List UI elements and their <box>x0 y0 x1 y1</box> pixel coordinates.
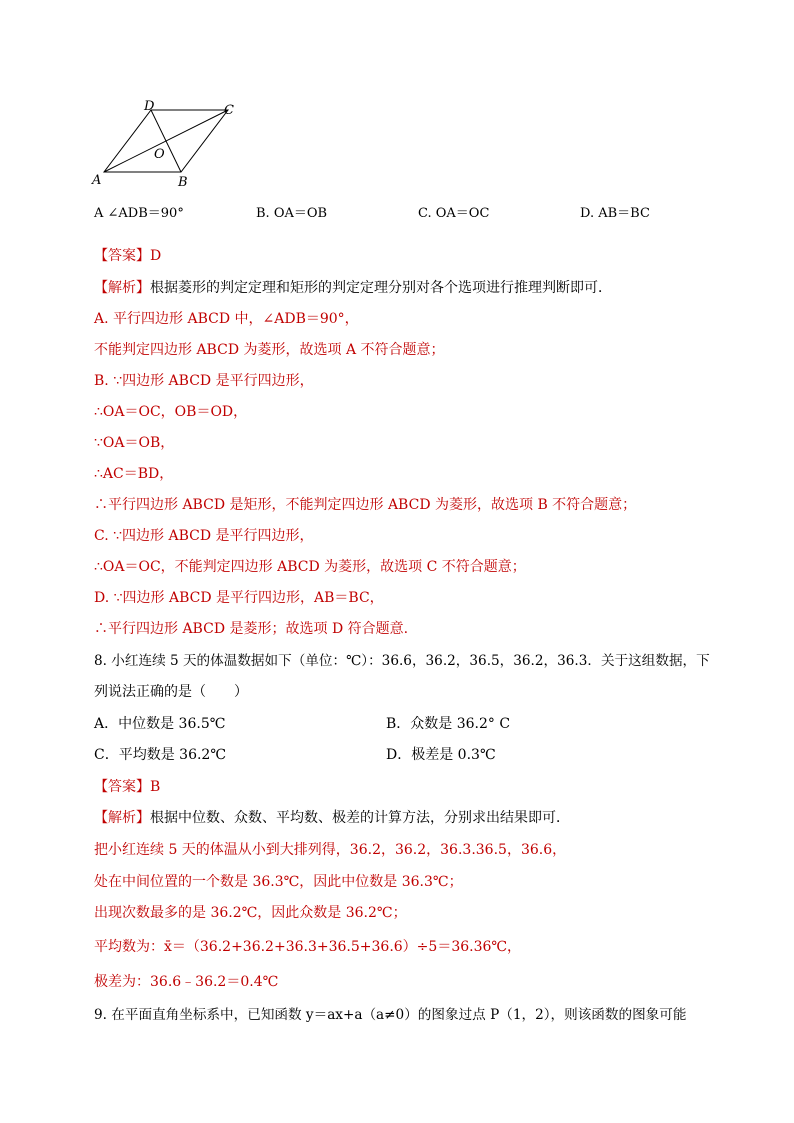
label-c: C <box>224 103 234 118</box>
q7-step: ∴OA＝OC，OB＝OD， <box>94 404 248 420</box>
q7-step: C. ∵四边形 ABCD 是平行四边形， <box>94 528 314 544</box>
q8-step: 出现次数最多的是 36.2℃，因此众数是 36.2℃； <box>94 905 407 921</box>
label-o: O <box>154 147 165 162</box>
q7-option-a: A ∠ADB＝90° <box>94 206 184 221</box>
q7-step: ∴平行四边形 ABCD 是矩形，不能判定四边形 ABCD 为菱形，故选项 B 不符合题意； <box>94 497 637 513</box>
q7-step: 不能判定四边形 ABCD 为菱形，故选项 A 不符合题意； <box>94 342 445 358</box>
analysis-intro: 根据中位数、众数、平均数、极差的计算方法，分别求出结果即可． <box>150 810 570 826</box>
q7-step: ∴AC＝BD， <box>94 466 174 482</box>
q8-step: 把小红连续 5 天的体温从小到大排列得，36.2，36.2，36.3.36.5，36.6， <box>94 842 567 858</box>
q8-step: 平均数为：x̄＝（36.2+36.2+36.3+36.5+36.6）÷5＝36.36℃， <box>94 939 522 955</box>
q8-option-b: B．众数是 36.2° C <box>386 716 511 732</box>
q7-answer <box>94 246 161 266</box>
label-a: A <box>92 173 102 188</box>
q7-option-d: D. AB＝BC <box>580 206 650 221</box>
q7-option-c: C. OA＝OC <box>418 206 490 221</box>
q9-stem-line1: 9. 在平面直角坐标系中，已知函数 y＝ax+a（a≠0）的图象过点 P（1，2），则该函数的图象可能 <box>94 1007 687 1023</box>
q8-step: 极差为：36.6﹣36.2＝0.4℃ <box>94 974 279 990</box>
q7-step: B. ∵四边形 ABCD 是平行四边形， <box>94 373 314 389</box>
q7-step: D. ∵四边形 ABCD 是平行四边形，AB＝BC， <box>94 590 384 606</box>
answer-tag: 【答案】 <box>94 248 150 264</box>
analysis-tag: 【解析】 <box>94 280 150 296</box>
q7-option-b: B. OA＝OB <box>256 206 328 221</box>
q8-option-d: D．极差是 0.3℃ <box>386 747 496 763</box>
q7-step: ∴OA＝OC，不能判定四边形 ABCD 为菱形，故选项 C 不符合题意； <box>94 559 526 575</box>
q8-option-a: A．中位数是 36.5℃ <box>94 716 226 732</box>
q7-step: ∵OA＝OB， <box>94 435 175 451</box>
q7-analysis <box>94 278 612 298</box>
q7-step: ∴平行四边形 ABCD 是菱形；故选项 D 符合题意. <box>94 621 409 637</box>
parallelogram-figure <box>88 98 248 194</box>
q7-step: A. 平行四边形 ABCD 中，∠ADB＝90°， <box>94 311 359 327</box>
analysis-intro: 根据菱形的判定定理和矩形的判定定理分别对各个选项进行推理判断即可． <box>150 280 612 296</box>
q8-answer <box>94 777 160 797</box>
q8-stem-line2: 列说法正确的是（ ） <box>94 684 248 700</box>
q8-stem-line1: 8. 小红连续 5 天的体温数据如下（单位：℃）：36.6，36.2，36.5，36.2，36.3．关于这组数据，下 <box>94 653 710 669</box>
diagonal-bd <box>151 110 181 172</box>
q8-step: 处在中间位置的一个数是 36.3℃，因此中位数是 36.3℃； <box>94 874 463 890</box>
answer-value: B <box>150 779 161 795</box>
analysis-tag: 【解析】 <box>94 810 150 826</box>
answer-tag: 【答案】 <box>94 779 150 795</box>
label-d: D <box>144 99 155 114</box>
q8-analysis <box>94 808 570 828</box>
label-b: B <box>178 175 188 190</box>
q8-option-c: C．平均数是 36.2℃ <box>94 747 226 763</box>
answer-value: D <box>150 248 162 264</box>
